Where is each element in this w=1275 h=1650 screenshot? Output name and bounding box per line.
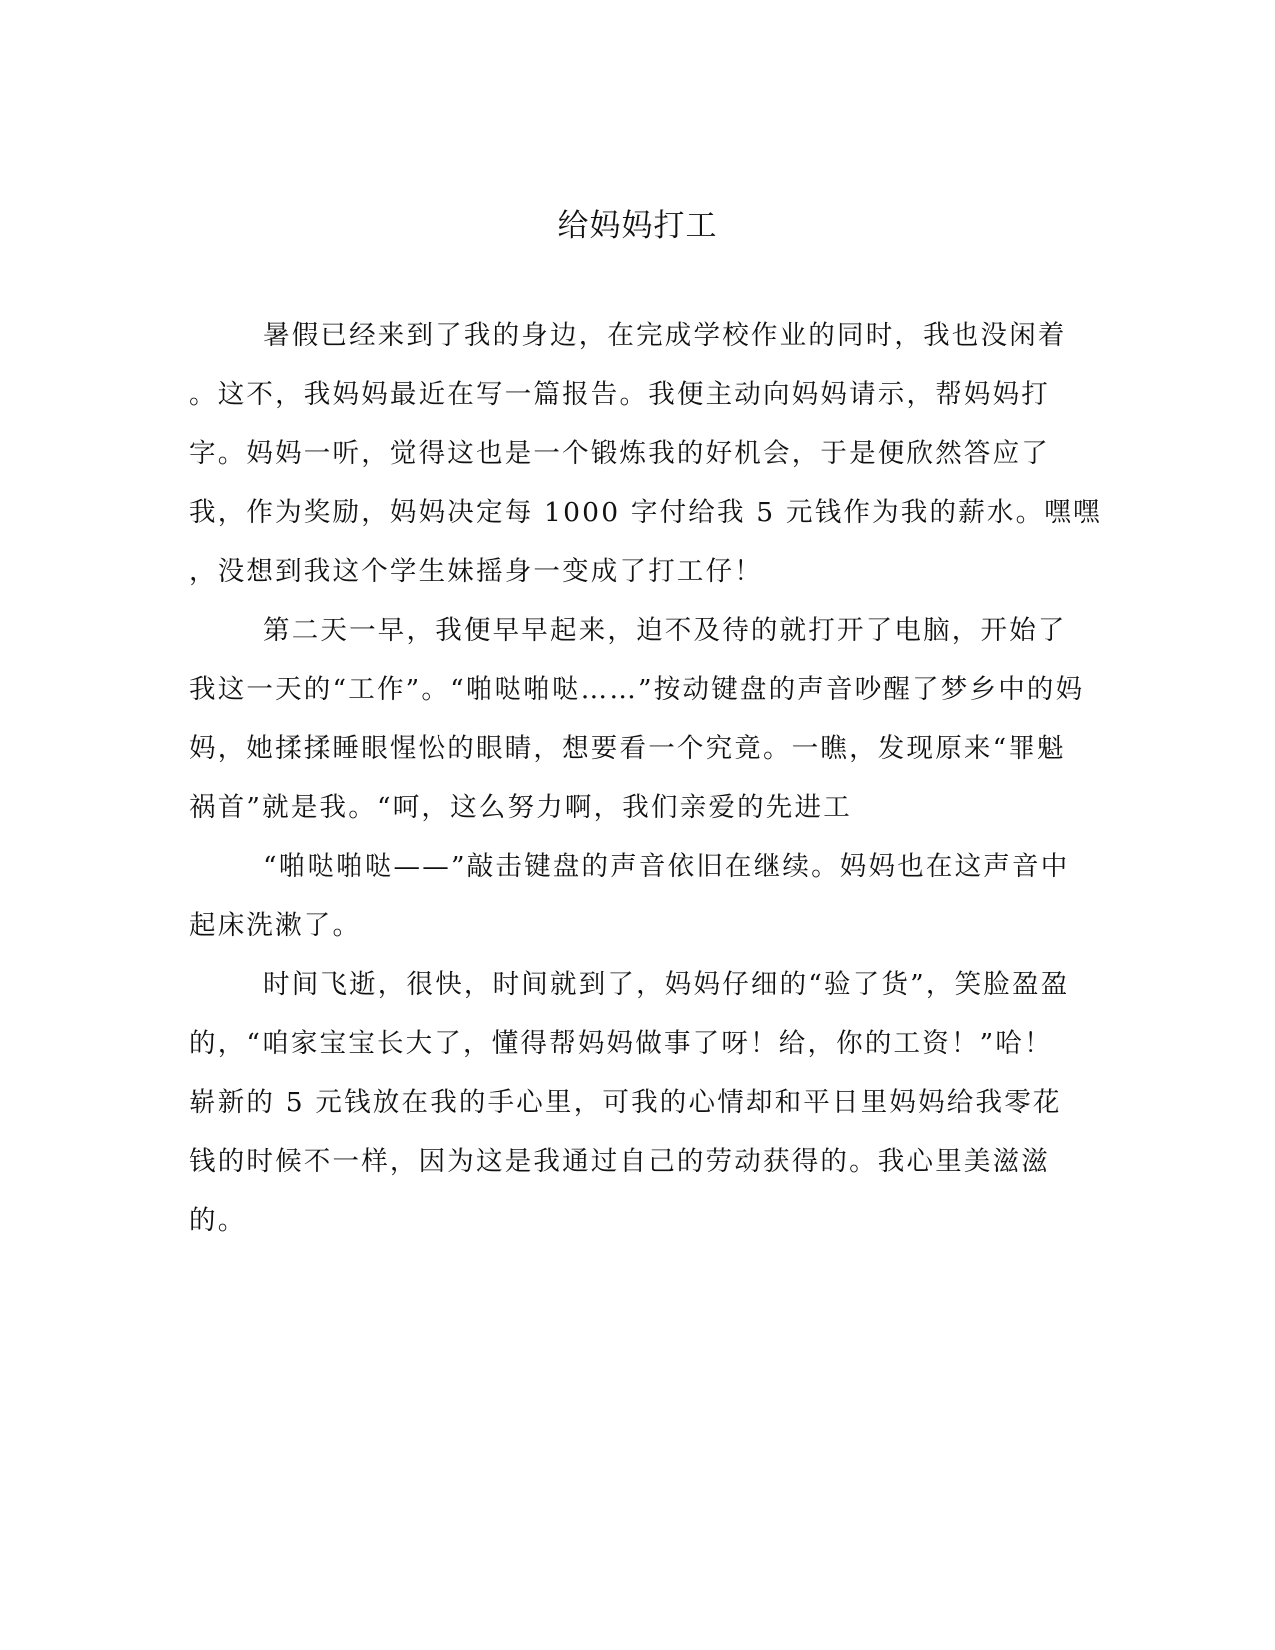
paragraph-2-line-4: 祸首”就是我。“呵，这么努力啊，我们亲爱的先进工 xyxy=(189,792,852,823)
paragraph-4-line-1: 时间飞逝，很快，时间就到了，妈妈仔细的“验了货”，笑脸盈盈 xyxy=(263,969,1070,1000)
paragraph-2-line-2: 我这一天的“工作”。“啪哒啪哒……”按动键盘的声音吵醒了梦乡中的妈 xyxy=(189,674,1085,705)
paragraph-4-line-5: 的。 xyxy=(189,1205,247,1236)
document-title: 给妈妈打工 xyxy=(557,208,718,244)
paragraph-4-line-2: 的，“咱家宝宝长大了，懂得帮妈妈做事了呀！给，你的工资！”哈！ xyxy=(189,1028,1053,1059)
paragraph-4-line-3: 崭新的 5 元钱放在我的手心里，可我的心情却和平日里妈妈给我零花 xyxy=(189,1087,1062,1118)
paragraph-3-line-2: 起床洗漱了。 xyxy=(189,910,362,941)
paragraph-2-line-1: 第二天一早，我便早早起来，迫不及待的就打开了电脑，开始了 xyxy=(263,615,1067,646)
paragraph-3-line-1: “啪哒啪哒——”敲击键盘的声音依旧在继续。妈妈也在这声音中 xyxy=(263,851,1070,882)
paragraph-1-line-4: 我，作为奖励，妈妈决定每 1000 字付给我 5 元钱作为我的薪水。嘿嘿 xyxy=(189,497,1102,528)
paragraph-2-line-3: 妈，她揉揉睡眼惺忪的眼睛，想要看一个究竟。一瞧，发现原来“罪魁 xyxy=(189,733,1066,764)
paragraph-1-line-3: 字。妈妈一听，觉得这也是一个锻炼我的好机会，于是便欣然答应了 xyxy=(189,438,1050,469)
paragraph-1-line-5: ，没想到我这个学生妹摇身一变成了打工仔！ xyxy=(189,556,763,587)
paragraph-1-line-1: 暑假已经来到了我的身边，在完成学校作业的同时，我也没闲着 xyxy=(263,320,1067,351)
paragraph-4-line-4: 钱的时候不一样，因为这是我通过自己的劳动获得的。我心里美滋滋 xyxy=(189,1146,1050,1177)
paragraph-1-line-2: 。这不，我妈妈最近在写一篇报告。我便主动向妈妈请示，帮妈妈打 xyxy=(189,379,1050,410)
